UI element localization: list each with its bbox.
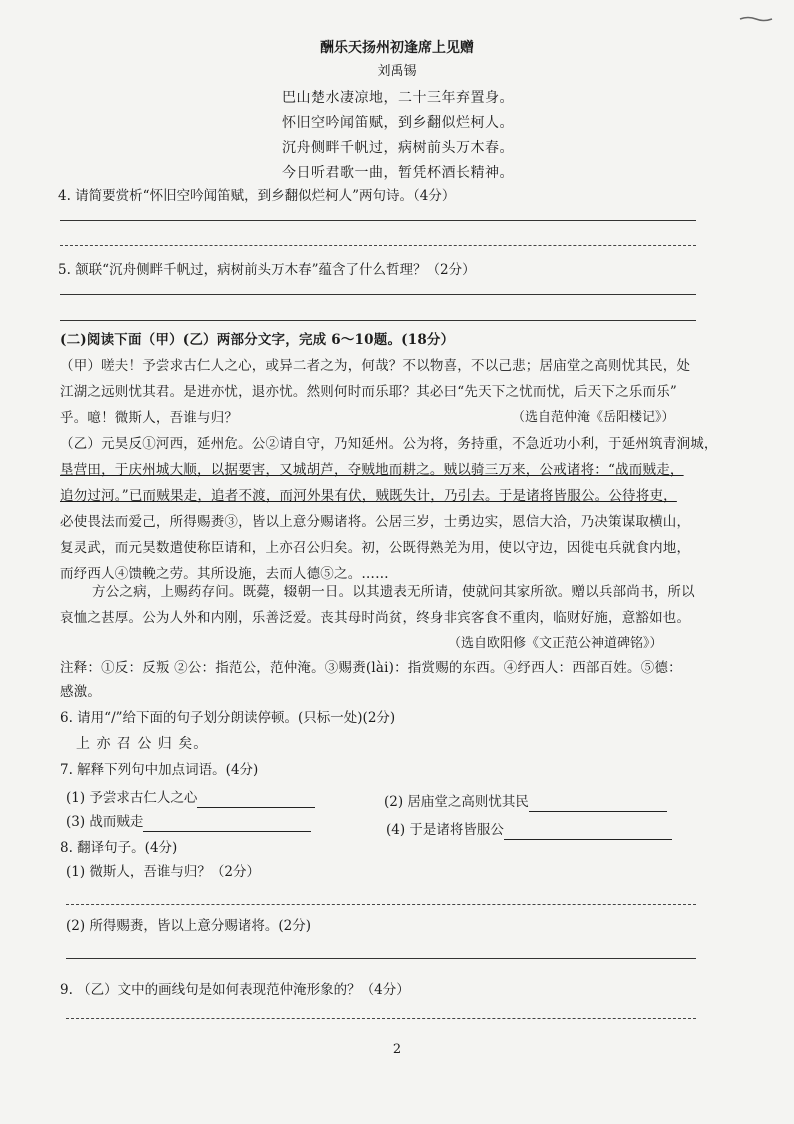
poem-line: 今日听君歌一曲，暂凭杯酒长精神。 [282, 165, 514, 181]
poem-line: 巴山楚水凄凉地，二十三年弃置身。 [282, 90, 514, 106]
passage-yi-para2: 哀恤之甚厚。公为人外和内刚，乐善泛爱。丧其母时尚贫，终身非宾客食不重肉，临财好施，意豁如也。 [60, 610, 691, 626]
question-7-item-text: (1) 予尝求古仁人之心 [66, 790, 198, 806]
question-7-item [386, 820, 672, 840]
question-7-item-text: (3) 战而贼走 [66, 814, 144, 830]
passage-yi-line: 复灵武，而元昊数遣使称臣请和，上亦召公归矣。初，公既得熟羌为用，使以守边，因徙屯兵就食内地， [60, 540, 691, 556]
poem-author: 刘禹锡 [377, 64, 417, 79]
passage-yi-line: 垦营田，于庆州城大顺，以据要害，又城胡芦，夺贼地而耕之。贼以骑三万来，公戒诸将：“战而贼走， [60, 462, 684, 478]
poem-title: 酬乐天扬州初逢席上见赠 [320, 40, 474, 56]
answer-blank[interactable] [197, 793, 315, 808]
question-6: 6. 请用“/”给下面的句子划分朗读停顿。(只标一处)(2分) [60, 710, 396, 726]
passage-jia-source: （选自范仲淹《岳阳楼记》） [512, 410, 675, 425]
scan-smudge [738, 16, 774, 22]
answer-line[interactable] [60, 294, 696, 295]
passage-jia-line: （甲）嗟夫！予尝求古仁人之心，或异二者之为，何哉？不以物喜，不以己悲；居庙堂之高则忧其民，处 [60, 358, 691, 374]
question-8-item: (2) 所得赐赉，皆以上意分赐诸将。(2分) [66, 918, 312, 934]
answer-line[interactable] [66, 958, 696, 959]
passage-yi-line: （乙）元昊反①河西，延州危。公②请自守，乃知延州。公为将，务持重，不急近功小利，于延州筑青涧城， [60, 436, 718, 452]
passage-yi-source: （选自欧阳修《文正范公神道碑铭》） [448, 636, 663, 651]
page-number: 2 [392, 1042, 402, 1057]
question-7-item [384, 792, 667, 812]
answer-line[interactable] [60, 220, 696, 221]
answer-line[interactable] [66, 1018, 696, 1019]
question-5: 5. 颔联“沉舟侧畔千帆过，病树前头万木春”蕴含了什么哲理？（2分） [58, 262, 476, 278]
annotation-notes: 注释：①反：反叛 ②公：指范公，范仲淹。③赐赉(lài)：指赏赐的东西。④纾西人：西部百姓。⑤德： [60, 660, 682, 676]
question-7-item-text: (4) 于是诸将皆服公 [386, 822, 504, 838]
question-7-item [66, 788, 315, 808]
answer-line[interactable] [66, 904, 696, 905]
answer-blank[interactable] [143, 817, 311, 832]
passage-yi-line: 追勿过河。”已而贼果走，追者不渡，而河外果有伏，贼既失计，乃引去。于是诸将皆服公。公待将吏， [60, 488, 677, 504]
question-8: 8. 翻译句子。(4分) [60, 840, 178, 856]
passage-jia-line: 乎。噫！微斯人，吾谁与归？ [60, 410, 239, 426]
question-4: 4. 请简要赏析“怀旧空吟闻笛赋，到乡翻似烂柯人”两句诗。（4分） [58, 188, 456, 204]
poem-line: 怀旧空吟闻笛赋，到乡翻似烂柯人。 [282, 115, 514, 131]
answer-line[interactable] [60, 320, 696, 321]
annotation-notes: 感激。 [60, 684, 102, 700]
question-7: 7. 解释下列句中加点词语。(4分) [60, 762, 259, 778]
passage-yi-para2: 方公之病，上赐药存问。既薨，辍朝一日。以其遗表无所请，使就问其家所欲。赠以兵部尚书，所以 [92, 584, 695, 600]
poem-line: 沉舟侧畔千帆过，病树前头万木春。 [282, 140, 514, 156]
question-7-item [66, 812, 311, 832]
answer-blank[interactable] [504, 825, 672, 840]
question-7-item-text: (2) 居庙堂之高则忧其民 [384, 794, 529, 810]
question-8-item: (1) 微斯人，吾谁与归？（2分） [66, 864, 261, 880]
answer-blank[interactable] [529, 797, 667, 812]
question-6-sentence[interactable]: 上 亦 召 公 归 矣。 [76, 736, 209, 752]
passage-yi-line: 而纾西人④馈輓之劳。其所设施，去而人德⑤之。…… [60, 566, 389, 582]
answer-line[interactable] [60, 245, 696, 246]
section-heading: (二)阅读下面（甲）(乙）两部分文字，完成 6～10题。(18分） [60, 332, 455, 348]
passage-jia-line: 江湖之远则忧其君。是进亦忧，退亦忧。然则何时而乐耶？其必曰“先天下之忧而忧，后天下之乐而乐” [60, 384, 678, 400]
question-9: 9. （乙）文中的画线句是如何表现范仲淹形象的？（4分） [60, 982, 410, 998]
passage-yi-line: 必使畏法而爱己，所得赐赉③，皆以上意分赐诸将。公居三岁，士勇边实，恩信大洽，乃决策谋取横山， [60, 514, 691, 530]
